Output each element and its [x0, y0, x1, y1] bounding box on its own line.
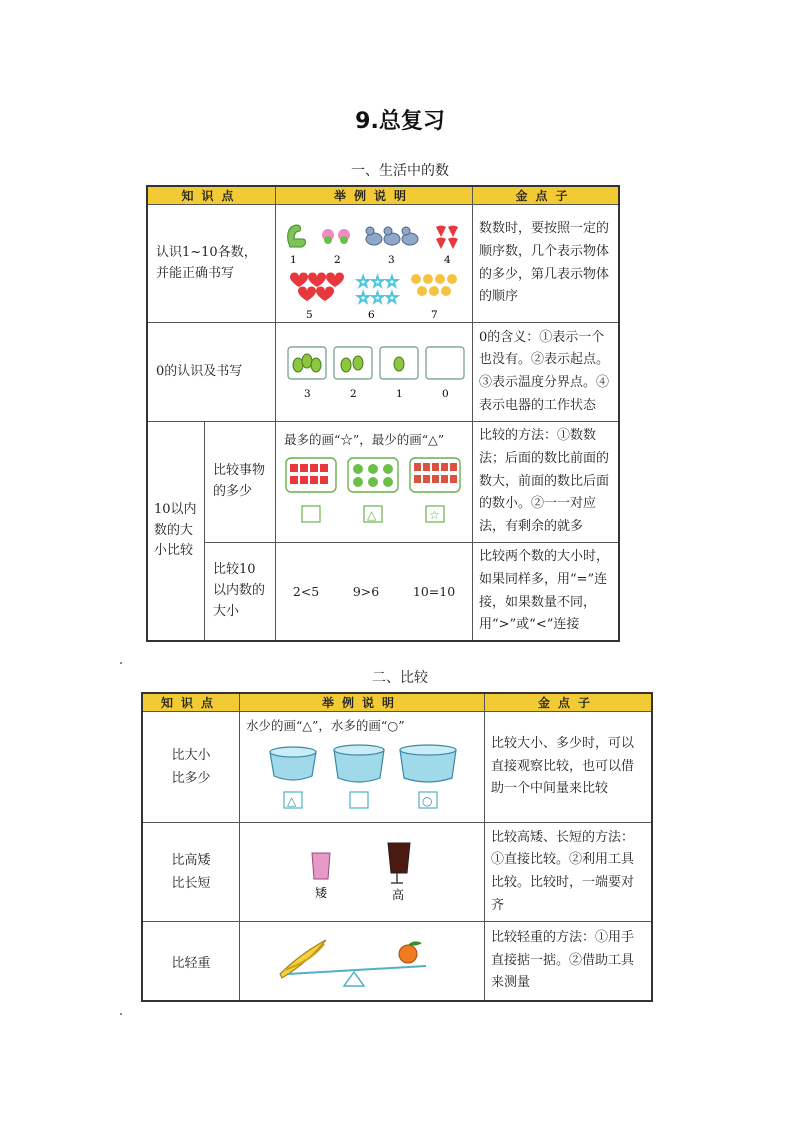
- row2-topic: 0的认识及书写: [147, 323, 276, 422]
- heart-icon: [316, 287, 334, 302]
- count-label: 2: [334, 254, 341, 266]
- s2-row2-topic: [142, 823, 240, 922]
- answer-box: [350, 792, 368, 808]
- row3b-example: [276, 543, 473, 642]
- row2-tip: 0的含义：①表示一个也没有。②表示起点。③表示温度分界点。④表示电器的工作状态: [473, 323, 620, 422]
- s2-row3-example: [240, 922, 485, 1002]
- s2-row3-topic: 比轻重: [142, 922, 240, 1002]
- heart-icon: [326, 273, 344, 288]
- pear-icon: [311, 358, 321, 372]
- answer-mark: △: [287, 794, 297, 808]
- header-tip: 金点子: [473, 186, 620, 205]
- pear-icon: [341, 358, 351, 372]
- tall-label: 高: [392, 888, 405, 902]
- s2-row2-example: [240, 823, 485, 922]
- s2-row1-topic: [142, 712, 240, 823]
- row1-topic: 认识1~10各数，并能正确书写: [147, 205, 276, 323]
- tall-cup-icon: [388, 843, 410, 873]
- comparison-examples: [276, 584, 472, 599]
- s2-row3-tip: 比较轻重的方法：①用手直接掂一掂。②借助工具来测量: [485, 922, 653, 1002]
- seesaw-beam: [288, 966, 426, 974]
- cups-illustration: [240, 823, 484, 921]
- strawberry-icon: [436, 226, 446, 238]
- count-label: 3: [304, 388, 311, 400]
- short-label: 矮: [315, 886, 328, 900]
- flower-icon: [411, 274, 421, 284]
- pear-icon: [353, 356, 363, 370]
- page-title: 9.总复习: [355, 109, 445, 134]
- knowledge-table-1: [146, 185, 620, 642]
- header-topic: 知识点: [142, 693, 240, 712]
- plate-box: [426, 347, 464, 379]
- counting-objects-illustration: [276, 205, 472, 322]
- seesaw-illustration: [240, 922, 484, 1000]
- count-label: 3: [388, 254, 395, 266]
- header-example: 举例说明: [240, 693, 485, 712]
- header-tip: 金点子: [485, 693, 653, 712]
- count-label: 1: [290, 254, 297, 266]
- pear-icon: [302, 354, 312, 368]
- strawberry-icon: [448, 226, 458, 238]
- star-icon: ☆☆☆: [356, 288, 400, 307]
- heart-icon: [290, 273, 308, 288]
- count-label: 1: [396, 388, 403, 400]
- row2-example: [276, 323, 473, 422]
- count-label: 0: [442, 388, 449, 400]
- comparison-example: 2<5: [292, 584, 320, 599]
- orange-icon: [399, 945, 417, 963]
- count-label: 6: [368, 309, 375, 321]
- row3a-example: [276, 422, 473, 543]
- section2-title: 二、比较: [372, 670, 428, 686]
- row3-topic: 10以内数的大小比较: [147, 422, 205, 642]
- s2-row2-tip: 比较高矮、长短的方法：①直接比较。②利用工具比较。比较时，一端要对齐: [485, 823, 653, 922]
- comparison-example: 9>6: [352, 584, 380, 599]
- header-example: 举例说明: [276, 186, 473, 205]
- s2-row1-example: [240, 712, 485, 823]
- row3a-topic: 比较事物的多少: [205, 422, 276, 543]
- pear-icon: [293, 358, 303, 372]
- answer-box: [302, 506, 320, 522]
- row1-example: [276, 205, 473, 323]
- row1-tip: 数数时，要按照一定的顺序数，几个表示物体的多少，第几表示物体的顺序: [473, 205, 620, 323]
- zero-pears-illustration: [276, 323, 472, 421]
- star-icon: ☆☆☆: [356, 272, 400, 291]
- row3b-topic: 比较10以内数的大小: [205, 543, 276, 642]
- s2-row1-tip: 比较大小、多少时，可以直接观察比较，也可以借助一个中间量来比较: [485, 712, 653, 823]
- answer-mark: ☆: [429, 508, 440, 522]
- stray-dot: [120, 1013, 122, 1015]
- pear-icon: [394, 357, 404, 371]
- pivot-triangle: [344, 972, 364, 986]
- strawberry-icon: [436, 238, 446, 250]
- crab-icon: [414, 463, 421, 471]
- stray-dot: [120, 662, 122, 664]
- header-topic: 知识点: [147, 186, 276, 205]
- knowledge-table-2: [141, 692, 653, 1002]
- water-instruction: 水少的画“△”，水多的画“○”: [246, 718, 405, 733]
- row3b-tip: 比较两个数的大小时，如果同样多，用“=”连接，如果数量不同，用“>”或“<”连接: [473, 543, 620, 642]
- compare-instruction: 最多的画“☆”，最少的画“△”: [284, 432, 445, 447]
- group-box: [286, 458, 336, 492]
- s2-row2-topic-text: 比高矮 比长短: [171, 852, 211, 891]
- section1-title: 一、生活中的数: [351, 163, 449, 179]
- count-label: 7: [431, 309, 438, 321]
- answer-mark: △: [367, 508, 377, 522]
- heart-icon: [298, 287, 316, 302]
- short-cup-icon: [312, 853, 330, 879]
- heart-icon: [308, 273, 326, 288]
- strawberry-icon: [448, 238, 458, 250]
- swan-icon: [288, 225, 306, 247]
- comparison-example: 10=10: [412, 584, 456, 599]
- s2-row1-topic-text: 比大小 比多少: [171, 747, 211, 786]
- count-label: 4: [444, 254, 451, 266]
- bow-icon: [290, 464, 298, 472]
- row3a-tip: 比较的方法：①数数法；后面的数比前面的数大，前面的数比后面的数小。②一一对应法，有剩余的就多: [473, 422, 620, 543]
- count-label: 5: [306, 309, 313, 321]
- count-label: 2: [350, 388, 357, 400]
- answer-mark: ○: [422, 794, 433, 808]
- frog-icon: [353, 464, 363, 474]
